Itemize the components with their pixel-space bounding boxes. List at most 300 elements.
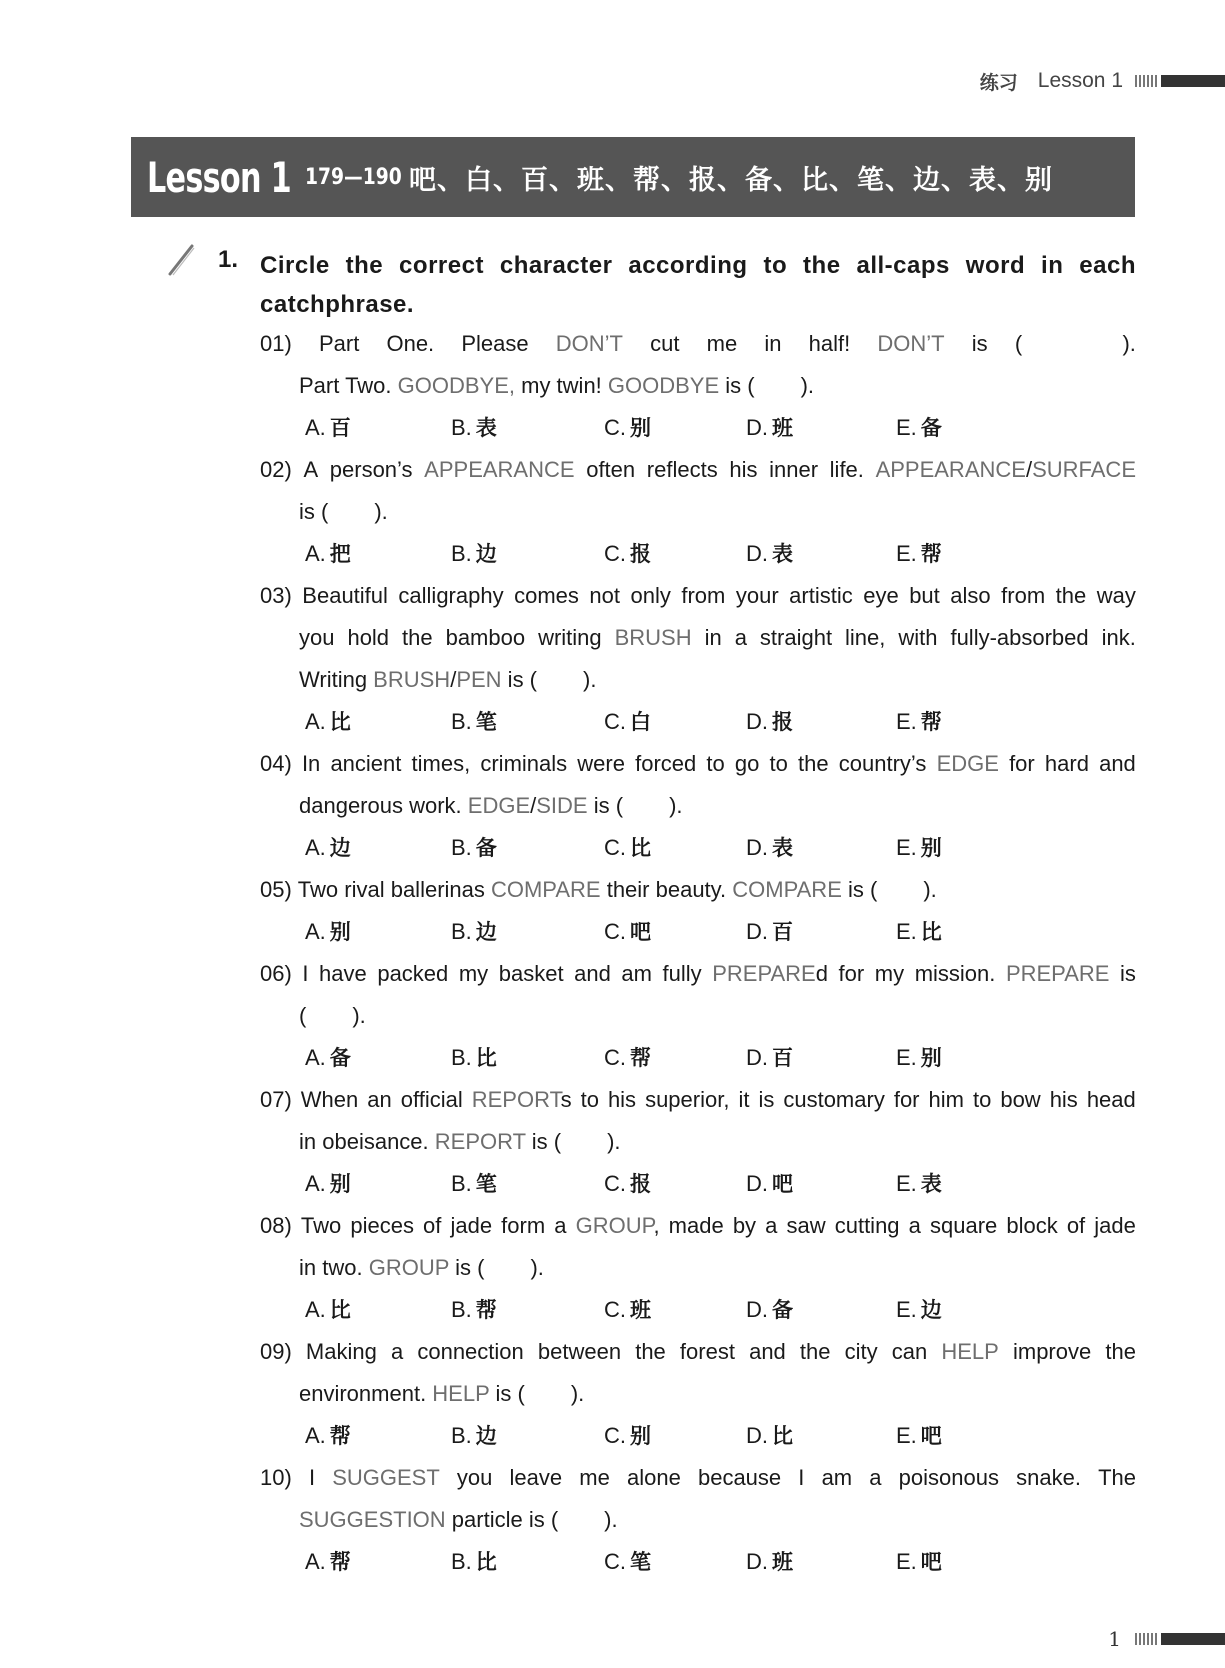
text-segment: environment. [299,1381,433,1406]
text-segment: in obeisance. [299,1129,435,1154]
option-letter: B. [451,541,472,566]
word-group [876,449,1136,491]
header-decor-bars [1135,74,1225,88]
text-segment: is ( [501,667,538,692]
word: city [844,1339,878,1364]
text-segment: their beauty. [600,877,733,902]
option-character: 报 [630,541,651,566]
option-b[interactable] [451,827,497,869]
item-continuation-line [260,1373,1136,1415]
option-d[interactable] [746,911,793,953]
banner-characters: 吧、白、百、班、帮、报、备、比、笔、边、表、别 [409,164,1053,196]
option-b[interactable] [451,1037,497,1079]
option-e[interactable] [896,1415,942,1457]
option-character: 帮 [630,1045,651,1070]
word: way [1096,583,1136,608]
word: is [1120,961,1136,986]
word: not [589,583,620,608]
text-segment: ). [604,1507,618,1532]
word-group [712,953,828,995]
word: to [580,1087,599,1112]
pencil-icon [165,244,195,278]
footer-decor-bars [1135,1632,1225,1646]
text-segment: is ( [841,877,878,902]
page-footer [1108,1626,1225,1652]
option-letter: C. [604,1171,626,1196]
option-b[interactable] [451,533,497,575]
word: d [815,961,828,986]
option-letter: B. [451,1045,472,1070]
option-character: 备 [920,415,942,440]
option-letter: B. [451,1297,472,1322]
word: eye [863,583,899,608]
option-letter: D. [746,541,768,566]
word: forced [635,751,697,776]
keyword: HELP [432,1381,490,1406]
keyword: APPEARANCE [424,457,575,482]
option-e[interactable] [896,407,942,449]
keyword: GOODBYE, [397,373,515,398]
word: a [908,1213,921,1238]
option-e[interactable] [896,1289,942,1331]
keyword: EDGE [936,751,999,776]
option-letter: A. [305,919,326,944]
option-c[interactable] [604,407,651,449]
option-e[interactable] [896,827,942,869]
text-segment: ). [374,499,388,524]
option-b[interactable] [451,701,497,743]
word: times, [411,751,471,776]
word: because [697,1465,782,1490]
option-character: 边 [920,1297,942,1322]
word: a [765,1213,778,1238]
item-number: 09) [260,1339,292,1364]
word: country’s [838,751,927,776]
word: mission. [914,961,996,986]
keyword: PREPARE [1005,961,1110,986]
option-d[interactable] [746,827,793,869]
keyword: GROUP [368,1255,449,1280]
word: a [390,1339,404,1364]
option-c[interactable] [604,1289,651,1331]
text-segment: ). [570,1381,585,1406]
word: square [929,1213,998,1238]
option-letter: E. [896,415,917,440]
answer-options [260,1163,1136,1205]
option-character: 备 [329,1045,351,1070]
word: jade [1094,1213,1136,1238]
word: cutting [834,1213,900,1238]
option-character: 帮 [920,709,942,734]
item-first-line [260,743,1136,785]
option-letter: C. [604,1297,626,1322]
option-letter: B. [451,415,472,440]
word: in [764,331,782,356]
text-segment: dangerous work. [299,793,468,818]
option-c[interactable] [604,701,651,743]
word: I [308,1465,316,1490]
keyword: SURFACE [1032,457,1136,482]
option-e[interactable] [896,1541,942,1583]
item-continuation-line [260,491,1136,533]
option-letter: C. [604,1549,626,1574]
option-a[interactable] [305,1415,351,1457]
item-first-line [260,575,1136,617]
text-segment: ). [800,373,815,398]
option-b[interactable] [451,1541,497,1583]
option-b[interactable] [451,407,497,449]
option-a[interactable] [305,1037,351,1079]
word: you [299,625,335,650]
word: by [732,1213,757,1238]
option-character: 别 [920,1045,942,1070]
option-letter: E. [896,1045,917,1070]
keyword: SUGGEST [332,1465,440,1490]
word: half! [808,331,851,356]
text-segment: my twin! [515,373,608,398]
keyword: BRUSH [373,667,451,692]
keyword: COMPARE [490,877,601,902]
item-continuation-line [260,995,1136,1037]
word: from [681,583,726,608]
option-letter: C. [604,415,626,440]
option-a[interactable] [305,1541,351,1583]
answer-blank[interactable] [1049,323,1095,365]
option-a[interactable] [305,827,351,869]
text-segment: ). [669,793,683,818]
option-letter: C. [604,709,626,734]
text-segment: in two. [299,1255,369,1280]
word: artistic [789,583,853,608]
word: me [706,331,738,356]
word: Beautiful [302,583,388,608]
option-letter: B. [451,1549,472,1574]
option-letter: B. [451,835,472,860]
word: packed [377,961,449,986]
word: s [560,1087,572,1112]
word: in [704,625,722,650]
option-character: 笔 [630,1549,651,1574]
option-character: 比 [329,1297,351,1322]
text-segment: Two rival ballerinas [297,877,491,902]
word-group [576,1205,660,1247]
option-letter: B. [451,919,472,944]
word: jade [450,1213,493,1238]
word: his [1049,1087,1078,1112]
text-segment: is ( [299,499,329,524]
option-character: 边 [475,541,497,566]
word: me [579,1465,610,1490]
item-number: 07) [260,1087,292,1112]
item-continuation-line [260,659,1136,701]
word: form [501,1213,546,1238]
exercise-item [260,869,1136,953]
word: hard [1044,751,1089,776]
word: connection [417,1339,524,1364]
word: the [1055,583,1087,608]
item-first-line [260,953,1136,995]
word: the [402,625,433,650]
option-character: 班 [772,1549,793,1574]
word: for [838,961,865,986]
option-character: 班 [630,1297,651,1322]
exercise-item [260,1205,1136,1331]
word: for [893,1087,920,1112]
item-first-line [260,323,1136,365]
word: bamboo [445,625,526,650]
option-character: 别 [329,1171,351,1196]
word: person’s [329,457,413,482]
word: made [668,1213,724,1238]
option-letter: C. [604,1423,626,1448]
option-e[interactable] [896,1037,942,1079]
option-character: 比 [475,1549,497,1574]
keyword: PEN [456,667,502,692]
option-character: 别 [630,1423,651,1448]
word: poisonous [898,1465,999,1490]
item-number: 10) [260,1465,292,1490]
option-d[interactable] [746,1415,793,1457]
word: hold [347,625,390,650]
text-segment: is ( [448,1255,485,1280]
item-first-line [260,1079,1136,1121]
answer-options [260,911,1136,953]
word: life. [829,457,864,482]
text-segment: is ( [525,1129,562,1154]
option-letter: D. [746,1297,768,1322]
text-segment: / [530,793,537,818]
word: am [621,961,652,986]
word: leave [509,1465,563,1490]
word: go [734,751,760,776]
item-number: 08) [260,1213,292,1238]
text-segment: is ( [587,793,624,818]
option-character: 吧 [772,1171,793,1196]
word: forest [679,1339,735,1364]
option-d[interactable] [746,701,793,743]
item-number: 03) [260,583,292,608]
option-c[interactable] [604,911,651,953]
word: it [738,1087,750,1112]
option-character: 班 [772,415,793,440]
option-d[interactable] [746,1037,793,1079]
lesson-banner [131,137,1135,217]
word: and [574,961,611,986]
option-character: 边 [475,1423,497,1448]
option-letter: A. [305,1171,326,1196]
option-d[interactable] [746,1541,793,1583]
option-c[interactable] [604,533,651,575]
word: a [734,625,747,650]
option-letter: E. [896,835,917,860]
item-first-line [260,449,1136,491]
word: I [302,961,309,986]
option-character: 别 [329,919,351,944]
option-a[interactable] [305,701,351,743]
option-character: 百 [772,1045,793,1070]
option-d[interactable] [746,1289,793,1331]
option-character: 百 [772,919,793,944]
answer-options [260,1037,1136,1079]
word: fully-absorbed [950,625,1089,650]
word: but [909,583,940,608]
option-c[interactable] [604,1037,651,1079]
item-first-line [260,869,1136,911]
banner-lesson-title: Lesson 1 [147,152,291,202]
word: of [423,1213,442,1238]
option-character: 白 [630,709,651,734]
item-number: 04) [260,751,292,776]
answer-options [260,1415,1136,1457]
item-continuation-line [260,617,1136,659]
option-d[interactable] [746,407,793,449]
option-letter: D. [746,1045,768,1070]
word: A [303,457,319,482]
option-letter: A. [305,709,326,734]
word: a [869,1465,882,1490]
text-segment: ). [607,1129,621,1154]
option-a[interactable] [305,1163,351,1205]
option-c[interactable] [604,1163,651,1205]
text-segment: Writing [299,667,374,692]
exercise-item [260,743,1136,869]
word: snake. [1016,1465,1081,1490]
keyword: SIDE [536,793,588,818]
word: One. [386,331,435,356]
option-b[interactable] [451,1415,497,1457]
word: between [537,1339,622,1364]
option-letter: E. [896,541,917,566]
keyword: PREPARE [712,961,816,986]
option-b[interactable] [451,1289,497,1331]
exercise-item [260,1331,1136,1457]
option-character: 笔 [475,709,497,734]
option-c[interactable] [604,827,651,869]
word: fully [662,961,702,986]
exercise-item [260,953,1136,1079]
option-letter: D. [746,709,768,734]
option-e[interactable] [896,1163,942,1205]
keyword: REPORT [471,1087,561,1112]
option-a[interactable] [305,407,351,449]
option-letter: D. [746,835,768,860]
option-character: 表 [772,835,793,860]
option-letter: E. [896,919,917,944]
option-character: 边 [329,835,351,860]
running-header [980,66,1225,96]
option-character: 百 [329,415,351,440]
option-e[interactable] [896,533,942,575]
text-segment: / [450,667,457,692]
word: pieces [350,1213,414,1238]
option-letter: C. [604,541,626,566]
option-e[interactable] [896,701,942,743]
word: can [891,1339,928,1364]
word: my [874,961,905,986]
word: to [706,751,725,776]
option-d[interactable] [746,533,793,575]
word: and [1099,751,1136,776]
text-segment: Part Two. [299,373,398,398]
word: is [971,331,988,356]
word: for [1009,751,1035,776]
word: his [729,457,758,482]
exercise-item [260,1079,1136,1205]
keyword: COMPARE [732,877,842,902]
word: block [1006,1213,1058,1238]
word: criminals [480,751,568,776]
keyword: REPORT [434,1129,526,1154]
word: ). [1122,331,1136,356]
word: your [735,583,779,608]
word: superior, [645,1087,730,1112]
option-b[interactable] [451,911,497,953]
option-character: 别 [630,415,651,440]
option-letter: E. [896,1297,917,1322]
word: my [458,961,489,986]
word: Making [305,1339,377,1364]
option-d[interactable] [746,1163,793,1205]
text-segment: ). [923,877,937,902]
item-continuation-line [260,785,1136,827]
keyword: GROUP [575,1213,654,1238]
option-character: 报 [630,1171,651,1196]
option-c[interactable] [604,1541,651,1583]
text-segment: is ( [489,1381,525,1406]
option-e[interactable] [896,911,942,953]
option-character: 备 [475,835,497,860]
word: often [586,457,636,482]
item-first-line [260,1205,1136,1247]
word: comes [514,583,579,608]
word: only [630,583,671,608]
word: and [749,1339,786,1364]
word: ancient [330,751,402,776]
option-character: 笔 [475,1171,497,1196]
option-a[interactable] [305,911,351,953]
option-letter: E. [896,1549,917,1574]
option-letter: D. [746,415,768,440]
option-letter: A. [305,1297,326,1322]
word: cut [650,331,680,356]
option-letter: C. [604,919,626,944]
item-number: 05) [260,877,292,902]
page-number: 1 [1108,1627,1121,1651]
word: The [1098,1465,1136,1490]
answer-options [260,827,1136,869]
option-b[interactable] [451,1163,497,1205]
keyword: APPEARANCE [875,457,1026,482]
text-segment: is ( [719,373,755,398]
option-a[interactable] [305,1289,351,1331]
word: Two [300,1213,342,1238]
option-character: 表 [772,541,793,566]
item-first-line [260,1457,1136,1499]
word: with [898,625,938,650]
word: calligraphy [398,583,504,608]
answer-options [260,533,1136,575]
keyword: SUGGESTION [299,1507,446,1532]
option-character: 备 [772,1297,793,1322]
option-letter: A. [305,1045,326,1070]
word: / [1025,457,1033,482]
option-letter: A. [305,415,326,440]
item-number: 01) [260,331,292,356]
word: alone [626,1465,681,1490]
option-a[interactable] [305,533,351,575]
option-c[interactable] [604,1415,651,1457]
word: Please [461,331,529,356]
